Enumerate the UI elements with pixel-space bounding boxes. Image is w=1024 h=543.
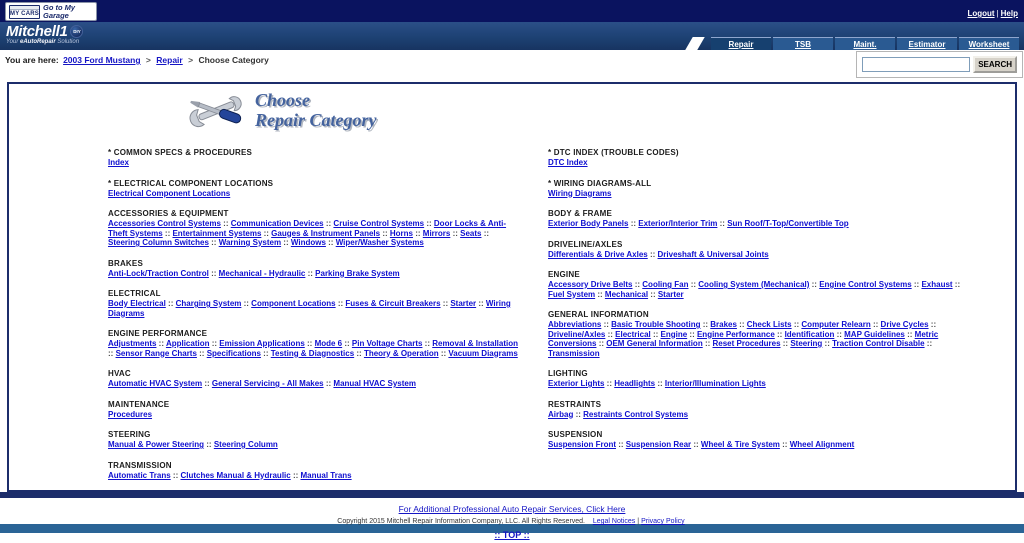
category-link[interactable]: Differentials & Drive Axles <box>548 249 648 259</box>
category-link[interactable]: Body Electrical <box>108 299 166 308</box>
category-link[interactable]: Anti-Lock/Traction Control <box>108 268 209 278</box>
category-link[interactable]: Reset Procedures <box>712 339 781 348</box>
category-columns <box>9 148 1015 491</box>
breadcrumb-repair-link[interactable]: Repair <box>156 55 183 65</box>
category-link[interactable]: Headlights <box>614 379 656 388</box>
category-link[interactable]: Electrical <box>615 329 651 339</box>
link-separator: :: <box>108 348 116 358</box>
link-separator: :: <box>924 339 933 348</box>
category-link[interactable]: Exhaust <box>921 280 953 289</box>
category-link[interactable]: Windows <box>290 238 326 247</box>
category-link[interactable]: Identification <box>784 329 835 339</box>
link-separator: :: <box>208 238 219 247</box>
link-separator: :: <box>450 228 461 238</box>
category-link[interactable]: Testing & Diagnostics <box>270 348 355 358</box>
category-title: DRIVELINE/AXLES <box>548 239 623 249</box>
breadcrumb-current: Choose Category <box>198 55 269 65</box>
tagline-suffix: Solution <box>55 39 80 45</box>
link-separator: :: <box>323 379 334 388</box>
copyright-text: Copyright 2015 Mitchell Repair Information Company, LLC. All Rights Reserved. <box>337 518 586 525</box>
link-separator: :: <box>209 339 220 348</box>
content-panel <box>7 82 1017 492</box>
category-title: MAINTENANCE <box>108 399 170 409</box>
category-link[interactable]: Steering Column Switches <box>108 238 209 247</box>
top-bar <box>0 0 1024 22</box>
link-separator: :: <box>648 289 658 299</box>
link-separator: :: <box>305 268 316 278</box>
link-separator: :: <box>809 280 820 289</box>
category-title: * DTC INDEX (TROUBLE CODES) <box>548 148 679 157</box>
category-link[interactable]: Basic Trouble Shooting <box>611 320 701 329</box>
category-section <box>548 270 962 299</box>
link-separator: :: <box>208 268 219 278</box>
category-link[interactable]: Automatic HVAC System <box>108 379 203 388</box>
category-link[interactable]: Cruise Control Systems <box>333 219 425 228</box>
category-link[interactable]: Electrical Component Locations <box>108 188 231 198</box>
link-separator: :: <box>691 440 701 449</box>
link-separator: :: <box>700 320 711 329</box>
breadcrumb-label: You are here: <box>5 55 59 65</box>
category-section <box>548 310 962 358</box>
category-link[interactable]: Mechanical - Hydraulic <box>218 268 306 278</box>
crossed-tools-icon <box>187 90 245 132</box>
category-title: STEERING <box>108 430 151 439</box>
category-link[interactable]: Warning System <box>218 238 282 247</box>
page-header <box>9 84 1015 140</box>
tab-slash-decoration <box>685 37 705 50</box>
category-title: SUSPENSION <box>548 430 603 439</box>
category-links <box>108 189 522 199</box>
category-section <box>108 179 522 199</box>
link-separator: :: <box>165 299 176 308</box>
page-title <box>255 90 377 130</box>
category-link[interactable]: Pin Voltage Charts <box>351 339 423 348</box>
category-link[interactable]: Steering <box>790 339 823 348</box>
tagline-em: eAutoRepair <box>20 39 56 45</box>
category-title: ELECTRICAL <box>108 289 161 298</box>
link-separator: :: <box>422 339 433 348</box>
privacy-policy-link[interactable]: Privacy Policy <box>641 518 685 525</box>
category-link[interactable]: Transmission <box>548 348 600 358</box>
link-separator: :: <box>774 329 785 339</box>
tab-repair[interactable]: Repair <box>711 37 771 50</box>
category-links <box>548 280 962 299</box>
search-panel <box>856 51 1023 78</box>
category-link[interactable]: Clutches Manual & Hydraulic <box>180 470 291 480</box>
category-section <box>108 400 522 420</box>
category-section <box>108 148 522 168</box>
category-link[interactable]: Specifications <box>206 348 261 358</box>
breadcrumb-row <box>0 50 1024 80</box>
link-separator: :: <box>304 339 315 348</box>
category-section <box>108 289 522 318</box>
category-section <box>108 461 522 481</box>
category-links <box>548 250 962 260</box>
category-section <box>548 179 962 199</box>
category-link[interactable]: Steering Column <box>213 440 278 449</box>
category-title: ENGINE <box>548 270 580 279</box>
link-separator: :: <box>596 339 607 348</box>
license-plate-icon <box>9 5 40 19</box>
category-link[interactable]: Sun Roof/T-Top/Convertible Top <box>727 219 849 228</box>
logo-bar <box>0 22 1024 50</box>
category-link[interactable]: Driveshaft & Universal Joints <box>657 249 769 259</box>
category-link[interactable]: General Servicing - All Makes <box>211 379 324 388</box>
link-separator: :: <box>791 320 802 329</box>
category-link[interactable]: DTC Index <box>548 158 588 167</box>
category-link[interactable]: MAP Guidelines <box>844 329 905 339</box>
category-link[interactable]: Restraints Control Systems <box>583 409 689 419</box>
category-links <box>108 471 522 481</box>
page-title-line2: Repair Category <box>255 110 377 130</box>
category-section <box>108 369 522 389</box>
category-link[interactable]: Application <box>165 339 210 348</box>
category-section <box>108 209 522 248</box>
category-column-right <box>548 148 962 491</box>
my-cars-plate-text: MY CARS <box>10 10 39 17</box>
link-separator: :: <box>822 339 833 348</box>
link-separator: :: <box>605 329 616 339</box>
category-column-left <box>108 148 522 491</box>
category-link[interactable]: Vacuum Diagrams <box>448 348 518 358</box>
category-section <box>108 430 522 450</box>
category-link[interactable]: Engine Control Systems <box>819 280 912 289</box>
category-links <box>108 269 522 279</box>
category-link[interactable]: Component Locations <box>251 299 336 308</box>
category-link[interactable]: Parking Brake System <box>315 268 400 278</box>
category-links <box>548 219 962 229</box>
footer <box>0 498 1024 540</box>
category-links <box>108 410 522 420</box>
link-separator: :: <box>323 219 334 228</box>
search-input[interactable] <box>862 57 970 72</box>
page-title-line1: Choose <box>255 90 311 110</box>
category-link[interactable]: Suspension Front <box>548 440 616 449</box>
link-separator: :: <box>170 470 181 480</box>
category-link[interactable]: Check Lists <box>746 320 792 329</box>
category-link[interactable]: Charging System <box>175 299 242 308</box>
category-links <box>548 189 962 199</box>
category-link[interactable]: Theory & Operation <box>363 348 439 358</box>
category-link[interactable]: Mode 6 <box>314 339 343 348</box>
link-separator: :: <box>335 299 346 308</box>
back-to-top-link[interactable]: :: TOP :: <box>494 530 530 540</box>
category-link[interactable]: Manual & Power Steering <box>108 440 205 449</box>
link-separator: :: <box>241 299 252 308</box>
category-link[interactable]: Gauges & Instrument Panels <box>271 228 381 238</box>
category-link[interactable]: Seats <box>460 228 482 238</box>
category-title: BODY & FRAME <box>548 209 613 218</box>
category-link[interactable]: Wiper/Washer Systems <box>335 238 424 247</box>
link-separator: :: <box>196 348 207 358</box>
link-separator: :: <box>424 219 434 228</box>
link-separator: :: <box>834 329 845 339</box>
category-link[interactable]: Cooling System (Mechanical) <box>698 280 810 289</box>
category-link[interactable]: Fuel System <box>548 289 596 299</box>
category-link[interactable]: Traction Control Disable <box>832 339 925 348</box>
category-title: HVAC <box>108 369 131 378</box>
link-separator: :: <box>628 219 639 228</box>
category-title: * ELECTRICAL COMPONENT LOCATIONS <box>108 178 274 188</box>
nav-tabs <box>689 37 1019 50</box>
link-separator: :: <box>604 379 615 388</box>
category-links <box>108 219 522 248</box>
link-separator: :: <box>601 320 612 329</box>
category-link[interactable]: Drive Cycles <box>880 320 929 329</box>
link-separator: :: <box>911 280 922 289</box>
category-link[interactable]: Sensor Range Charts <box>115 348 197 358</box>
go-to-my-garage-label: Go to My Garage <box>43 2 76 20</box>
category-link[interactable]: Accessories Control Systems <box>108 219 221 228</box>
additional-services-link[interactable]: For Additional Professional Auto Repair Services, Click Here <box>398 504 626 514</box>
category-link[interactable]: Entertainment Systems <box>172 228 262 238</box>
link-separator: :: <box>928 320 937 329</box>
link-separator: :: <box>595 289 605 299</box>
logout-link[interactable]: Logout <box>967 9 995 18</box>
category-link[interactable]: Exterior Lights <box>548 379 605 388</box>
category-link[interactable]: Wheel & Tire System <box>700 440 780 449</box>
category-links <box>108 299 522 318</box>
category-links <box>548 440 962 450</box>
category-link[interactable]: Adjustments <box>108 339 157 348</box>
category-link[interactable]: Wiring Diagrams <box>548 188 612 198</box>
category-link[interactable]: Accessory Drive Belts <box>548 280 633 289</box>
category-link[interactable]: Airbag <box>548 409 574 419</box>
footer-pipe: | <box>637 518 640 525</box>
link-separator: :: <box>702 339 713 348</box>
category-link[interactable]: Starter <box>450 299 477 308</box>
link-separator: :: <box>342 339 352 348</box>
category-link[interactable]: Driveline/Axles <box>548 329 606 339</box>
link-separator: :: <box>481 228 490 238</box>
link-separator: :: <box>476 299 486 308</box>
link-separator: :: <box>952 280 961 289</box>
category-link[interactable]: Removal & Installation <box>432 339 519 348</box>
category-link[interactable]: Exterior Body Panels <box>548 219 629 228</box>
help-link[interactable]: Help <box>1000 9 1018 18</box>
category-link[interactable]: Starter <box>657 289 684 299</box>
breadcrumb <box>5 55 269 65</box>
link-separator: :: <box>440 299 451 308</box>
breadcrumb-separator: > <box>145 55 151 65</box>
tab-estimator[interactable]: Estimator <box>897 37 957 50</box>
category-link[interactable]: Cooling Fan <box>642 280 689 289</box>
link-separator: :: <box>780 339 791 348</box>
link-separator: :: <box>354 348 364 358</box>
link-separator: :: <box>655 379 665 388</box>
category-link[interactable]: Horns <box>389 228 413 238</box>
link-separator: :: <box>380 228 390 238</box>
category-title: ACCESSORIES & EQUIPMENT <box>108 209 229 218</box>
link-separator: :: <box>632 280 643 289</box>
link-separator: :: <box>650 329 661 339</box>
link-separator: :: <box>438 348 449 358</box>
my-garage-button[interactable] <box>5 2 97 21</box>
category-link[interactable]: Mechanical <box>604 289 649 299</box>
brand-logo <box>6 23 83 45</box>
category-links <box>108 440 522 450</box>
category-link[interactable]: Abbreviations <box>548 320 602 329</box>
legal-notices-link[interactable]: Legal Notices <box>592 518 636 525</box>
category-link[interactable]: Manual Trans <box>300 470 352 480</box>
link-separator: :: <box>870 320 881 329</box>
category-section <box>108 329 522 358</box>
category-title: GENERAL INFORMATION <box>548 310 649 319</box>
category-links <box>108 158 522 168</box>
category-section <box>548 209 962 229</box>
link-separator: :: <box>325 238 336 247</box>
link-separator: :: <box>413 228 423 238</box>
diy-badge-icon: DIY <box>70 25 83 38</box>
category-link[interactable]: Door Locks & Anti-Theft Systems <box>108 219 507 238</box>
link-separator: :: <box>688 280 699 289</box>
link-separator: :: <box>647 249 658 259</box>
category-links <box>548 320 962 358</box>
link-separator: :: <box>779 440 790 449</box>
category-link[interactable]: Engine Performance <box>696 329 775 339</box>
category-link[interactable]: Fuses & Circuit Breakers <box>345 299 441 308</box>
tab-maint[interactable]: Maint. <box>835 37 895 50</box>
brand-tagline <box>6 39 83 45</box>
category-title: * COMMON SPECS & PROCEDURES <box>108 148 253 157</box>
category-title: * WIRING DIAGRAMS-ALL <box>548 178 652 188</box>
category-link[interactable]: Automatic Trans <box>108 470 171 480</box>
category-link[interactable]: Exterior/Interior Trim <box>638 219 718 228</box>
category-links <box>548 158 962 168</box>
link-separator: :: <box>736 320 747 329</box>
link-separator: :: <box>204 440 214 449</box>
tagline-prefix: Your <box>6 39 21 45</box>
category-link[interactable]: Wiring Diagrams <box>108 299 511 318</box>
category-link[interactable]: Emission Applications <box>219 339 305 348</box>
category-section <box>108 259 522 279</box>
breadcrumb-vehicle-link[interactable]: 2003 Ford Mustang <box>63 55 141 65</box>
link-separator: :: <box>904 329 915 339</box>
tab-worksheet[interactable]: Worksheet <box>959 37 1019 50</box>
category-title: LIGHTING <box>548 369 588 378</box>
category-link[interactable]: Procedures <box>108 409 153 419</box>
link-separator: :: <box>573 409 584 419</box>
category-section <box>548 369 962 389</box>
category-section <box>548 400 962 420</box>
search-button[interactable]: SEARCH <box>973 56 1017 73</box>
link-separator: :: <box>717 219 728 228</box>
breadcrumb-separator: > <box>188 55 194 65</box>
category-title: RESTRAINTS <box>548 399 602 409</box>
category-link[interactable]: Communication Devices <box>230 219 324 228</box>
category-link[interactable]: Suspension Rear <box>625 440 692 449</box>
category-link[interactable]: Mirrors <box>422 228 451 238</box>
link-separator: :: <box>202 379 212 388</box>
brand-name: Mitchell1 <box>6 23 68 40</box>
category-links <box>548 379 962 389</box>
category-link[interactable]: Interior/Illumination Lights <box>664 379 766 388</box>
link-separator: :: <box>261 228 272 238</box>
category-section <box>548 240 962 260</box>
category-links <box>548 410 962 420</box>
category-link[interactable]: Wheel Alignment <box>789 440 855 449</box>
category-links <box>108 379 522 389</box>
link-separator: :: <box>156 339 166 348</box>
link-separator: :: <box>162 228 173 238</box>
link-separator: :: <box>260 348 271 358</box>
category-link[interactable]: Metric Conversions <box>548 329 939 348</box>
category-link[interactable]: Computer Relearn <box>801 320 871 329</box>
link-separator: :: <box>220 219 231 228</box>
category-section <box>548 148 962 168</box>
category-link[interactable]: OEM General Information <box>606 339 703 348</box>
category-title: ENGINE PERFORMANCE <box>108 329 208 338</box>
link-separator: :: <box>616 440 626 449</box>
category-links <box>108 339 522 358</box>
link-separator: :: <box>290 470 301 480</box>
links-divider: | <box>996 9 999 18</box>
category-link[interactable]: Engine <box>660 329 688 339</box>
category-link[interactable]: Brakes <box>710 320 737 329</box>
category-title: BRAKES <box>108 258 143 268</box>
link-separator: :: <box>687 329 697 339</box>
category-link[interactable]: Index <box>108 158 129 167</box>
tab-tsb[interactable]: TSB <box>773 37 833 50</box>
category-link[interactable]: Manual HVAC System <box>333 379 416 388</box>
category-section <box>548 430 962 450</box>
link-separator: :: <box>281 238 291 247</box>
category-title: TRANSMISSION <box>108 460 172 470</box>
